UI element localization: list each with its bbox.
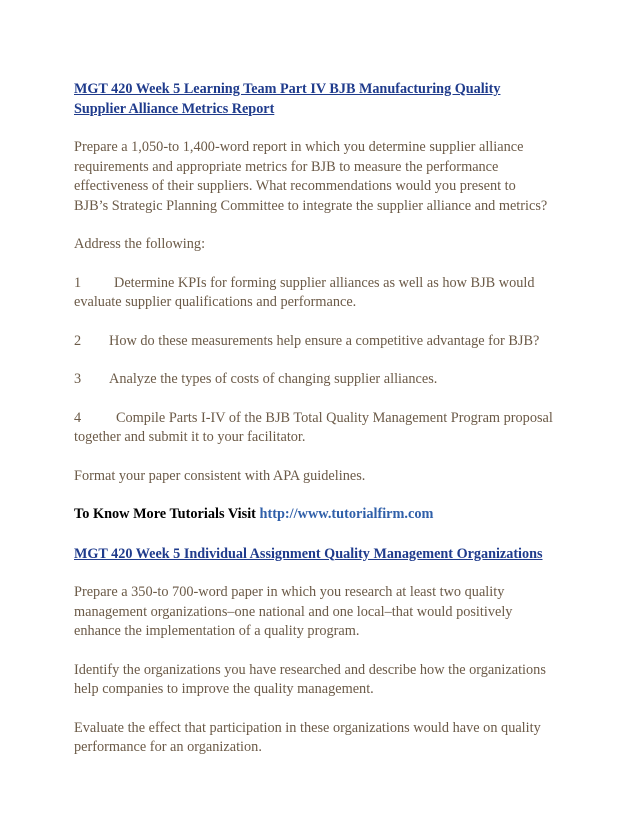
- list-item-line1: [74, 332, 574, 352]
- p1-line-3: enhance the implementation of a quality program.: [74, 623, 360, 639]
- p3-line-1: Evaluate the effect that participation in these organizations would have on quality: [74, 719, 541, 736]
- visit-line: [74, 505, 574, 525]
- section2-paragraph-1: [74, 583, 574, 642]
- section2-paragraph-2: [74, 661, 574, 700]
- list-item-line2: evaluate supplier qualifications and performance.: [74, 294, 357, 310]
- list-item-text: Analyze the types of costs of changing supplier alliances.: [109, 371, 438, 387]
- list-item: [74, 370, 574, 390]
- document-page: [74, 80, 574, 758]
- list-item: [74, 332, 574, 352]
- intro-line-3: effectiveness of their suppliers. What recommendations would you present to: [74, 178, 516, 194]
- list-item: [74, 409, 574, 448]
- intro-line-4: BJB’s Strategic Planning Committee to integrate the supplier alliance and metrics?: [74, 197, 548, 214]
- tutorial-site-link[interactable]: http://www.tutorialfirm.com: [259, 506, 434, 522]
- section1-intro-paragraph: [74, 138, 574, 216]
- p1-line-2: management organizations–one national and one local–that would positively: [74, 603, 513, 620]
- section2-heading-link[interactable]: MGT 420 Week 5 Individual Assignment Quality Management Organizations: [74, 545, 543, 562]
- intro-line-2: requirements and appropriate metrics for BJB to measure the performance: [74, 158, 499, 175]
- p2-line-2: help companies to improve the quality management.: [74, 681, 374, 697]
- section1-heading-link[interactable]: [74, 80, 574, 119]
- section2-paragraph-3: [74, 719, 574, 758]
- list-item-text: How do these measurements help ensure a competitive advantage for BJB?: [109, 332, 540, 349]
- address-label: Address the following:: [74, 236, 206, 252]
- list-item-text: Determine KPIs for forming supplier alliances as well as how BJB would: [114, 274, 535, 291]
- format-note: Format your paper consistent with APA guidelines.: [74, 467, 366, 484]
- intro-line-1: Prepare a 1,050-to 1,400-word report in which you determine supplier alliance: [74, 139, 524, 155]
- p1-line-1: Prepare a 350-to 700-word paper in which you research at least two quality: [74, 584, 505, 600]
- p2-line-1: Identify the organizations you have researched and describe how the organizations: [74, 661, 546, 678]
- p3-line-2: performance for an organization.: [74, 739, 262, 755]
- list-item-number: 3: [74, 371, 82, 387]
- list-item-number: 2: [74, 332, 82, 349]
- section1-heading-line2[interactable]: Supplier Alliance Metrics Report: [74, 100, 275, 117]
- visit-label: To Know More Tutorials Visit: [74, 506, 256, 522]
- list-item-line1: [74, 274, 574, 294]
- list-item: [74, 274, 574, 313]
- list-item-line2: together and submit it to your facilitator.: [74, 429, 306, 445]
- list-item-number: 1: [74, 274, 82, 291]
- list-item-line1: [74, 409, 574, 429]
- list-item-text: Compile Parts I-IV of the BJB Total Quality Management Program proposal: [116, 409, 553, 426]
- list-item-number: 4: [74, 409, 82, 426]
- section1-heading-line1[interactable]: MGT 420 Week 5 Learning Team Part IV BJB Manufacturing Quality: [74, 81, 501, 97]
- list-item-line1: [74, 370, 574, 390]
